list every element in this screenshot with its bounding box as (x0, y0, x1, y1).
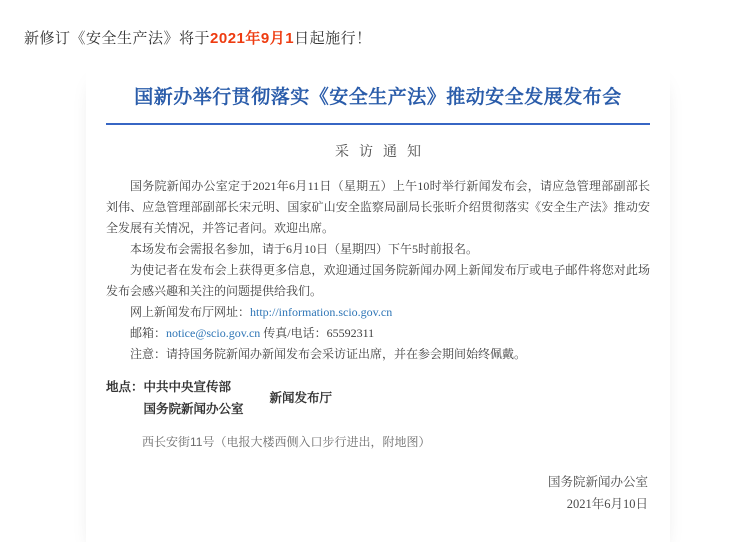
location-label: 地点： (106, 380, 144, 394)
location-org-2: 国务院新闻办公室 (143, 402, 244, 416)
location-hall: 新闻发布厅 (269, 391, 333, 405)
line-web (106, 302, 650, 323)
email-label: 邮箱： (130, 326, 167, 340)
headline-prefix: 新修订《安全生产法》将于 (24, 30, 211, 47)
paragraph-registration: 本场发布会需报名参加，请于6月10日（星期四）下午5时前报名。 (130, 242, 479, 256)
paragraph-schedule: 国务院新闻办公室定于2021年6月11日（星期五）上午10时举行新闻发布会，请应急管理部副部长刘伟、应急管理部副部长宋元明、国家矿山安全监察局副局长张昕介绍贯彻落实《安全生产法》推动安全发展有关情况，并答记者问。欢迎出席。 (106, 179, 650, 235)
web-label: 网上新闻发布厅网址： (130, 305, 251, 319)
location-org-1: 中共中央宣传部 (143, 380, 232, 394)
signoff-block (86, 472, 670, 516)
page-headline (24, 27, 372, 48)
email-link[interactable]: notice@scio.gov.cn (166, 326, 261, 340)
paragraph-questions: 为使记者在发布会上获得更多信息，欢迎通过国务院新闻办网上新闻发布厅或电子邮件将您对此场发布会感兴趣和关注的问题提供给我们。 (106, 263, 650, 298)
signoff-organization: 国务院新闻办公室 (547, 475, 648, 489)
headline-suffix: 日起施行！ (294, 30, 372, 47)
notice-body (86, 176, 670, 365)
line-contact (106, 323, 650, 344)
notice-document (86, 60, 670, 542)
line-note: 注意：请持国务院新闻办新闻发布会采访证出席，并在参会期间始终佩戴。 (130, 347, 527, 361)
location-address: 西长安街11号（电报大楼西侧入口步行进出，附地图） (142, 435, 431, 449)
notice-subtitle: 采访通知 (335, 145, 431, 160)
notice-title: 国新办举行贯彻落实《安全生产法》推动安全发展发布会 (134, 87, 622, 108)
headline-date-highlight: 2021年9月1 (210, 30, 295, 47)
press-hall-url-link[interactable]: http://information.scio.gov.cn (250, 305, 393, 319)
fax-label: 传真/电话： (260, 326, 327, 340)
location-block (86, 376, 670, 420)
location-organizations (144, 376, 244, 420)
fax-phone: 65592311 (326, 326, 375, 340)
signoff-date: 2021年6月10日 (566, 497, 648, 511)
title-underline-rule (106, 123, 650, 125)
